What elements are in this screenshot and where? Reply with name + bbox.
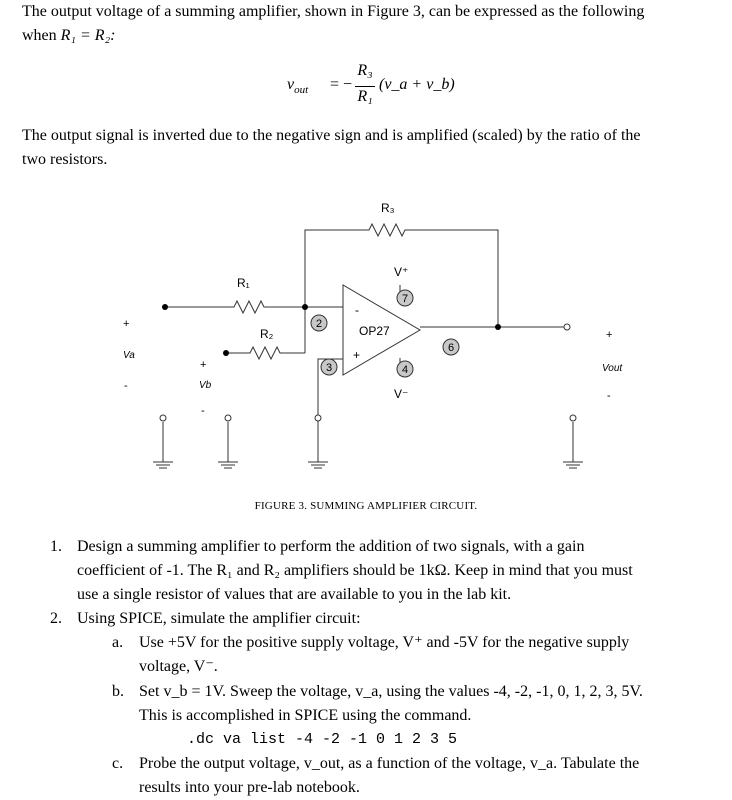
vb-minus-sign: - [201, 405, 205, 417]
intro-line-2-equation: R₁ = R₂: [60, 27, 116, 44]
vout-ground-terminal [570, 415, 576, 421]
r3-resistor [362, 224, 410, 236]
va-label: Va [123, 350, 135, 361]
r1-label: R₁ [237, 276, 250, 290]
item-2-line-1: Using SPICE, simulate the amplifier circuit: [77, 610, 361, 627]
intro-paragraph [22, 0, 722, 48]
intro-line-2-prefix: when [22, 27, 61, 44]
vb-ground-terminal [225, 415, 231, 421]
spice-command: .dc va list -4 -2 -1 0 1 2 3 5 [187, 731, 458, 748]
vout-plus-sign: + [606, 329, 613, 341]
item-1-line-3: use a single resistor of values that are available to you in the lab kit. [77, 586, 512, 603]
node-4-label: 4 [401, 364, 409, 376]
node-2-label: 2 [315, 318, 323, 330]
eq-denominator: R₁ [357, 88, 373, 105]
eq-fraction-bar [355, 86, 375, 87]
vout-terminal [564, 324, 570, 330]
node-3-label: 3 [325, 362, 333, 374]
node-7-label: 7 [401, 293, 409, 305]
inverting-input-sign: - [355, 303, 359, 317]
item-2b-line-1: Set v_b = 1V. Sweep the voltage, v_a, using the values -4, -2, -1, 0, 1, 2, 3, 5V. [139, 683, 643, 700]
item-2c-letter: c. [112, 755, 124, 772]
intro-line-2 [22, 24, 722, 48]
opamp-label: OP27 [359, 324, 390, 338]
vplus-label: V⁺ [394, 265, 409, 279]
item-2b-line-2: This is accomplished in SPICE using the command. [139, 707, 472, 724]
ground-symbol-va [153, 462, 173, 468]
item-2c-line-2: results into your pre-lab notebook. [139, 779, 360, 796]
r2-resistor [246, 347, 290, 359]
vout-label: Vout [602, 363, 623, 374]
explain-line-1: The output signal is inverted due to the negative sign and is amplified (scaled) by the ratio of the [22, 127, 641, 144]
item-2b-letter: b. [112, 683, 124, 700]
item-2a-line-1: Use +5V for the positive supply voltage, V⁺ and -5V for the negative supply [139, 634, 630, 651]
va-ground-terminal [160, 415, 166, 421]
ground-symbol-vb [218, 462, 238, 468]
explain-paragraph [22, 124, 722, 172]
va-terminal-dot [162, 304, 168, 310]
opamp-ground-terminal [315, 415, 321, 421]
item-2-number: 2. [50, 610, 62, 627]
feedback-wire-left [305, 230, 362, 307]
eq-sign: = − [330, 76, 353, 93]
item-1-number: 1. [50, 538, 62, 555]
node-6-label: 6 [447, 342, 455, 354]
explain-line-2: two resistors. [22, 151, 108, 168]
vminus-label: V⁻ [394, 387, 409, 401]
eq-numerator: R₃ [357, 62, 373, 79]
vout-minus-sign: - [607, 390, 611, 402]
ground-symbol-opamp [308, 462, 328, 468]
ground-symbol-vout [563, 462, 583, 468]
item-1-line-1: Design a summing amplifier to perform the addition of two signals, with a gain [77, 538, 585, 555]
vb-plus-sign: + [200, 359, 207, 371]
intro-line-1: The output voltage of a summing amplifier, shown in Figure 3, can be expressed as the following [22, 3, 645, 20]
summing-junction-dot [302, 304, 308, 310]
item-2a-letter: a. [112, 634, 124, 651]
output-junction-dot [495, 324, 501, 330]
item-1-line-2: coefficient of -1. The R₁ and R₂ amplifiers should be 1kΩ. Keep in mind that you must [77, 562, 633, 579]
item-2c-line-1: Probe the output voltage, v_out, as a function of the voltage, v_a. Tabulate the [139, 755, 640, 772]
item-2a-line-2: voltage, V⁻. [139, 658, 218, 675]
vb-label: Vb [199, 380, 212, 391]
r1-resistor [228, 301, 270, 313]
figure-caption: FIGURE 3. SUMMING AMPLIFIER CIRCUIT. [254, 500, 478, 512]
output-voltage-equation [287, 62, 487, 112]
summing-amplifier-circuit [0, 190, 732, 490]
eq-rhs: (v_a + v_b) [379, 76, 455, 93]
feedback-wire-right [410, 230, 498, 327]
r3-label: R₃ [381, 201, 395, 215]
eq-lhs-sub: out [294, 84, 309, 97]
r2-label: R₂ [260, 327, 274, 341]
noninverting-input-sign: + [353, 348, 361, 362]
eq-lhs: $v_{out}$ [287, 76, 309, 97]
va-plus-sign: + [123, 318, 130, 330]
vb-terminal-dot [223, 350, 229, 356]
va-minus-sign: - [124, 380, 128, 392]
